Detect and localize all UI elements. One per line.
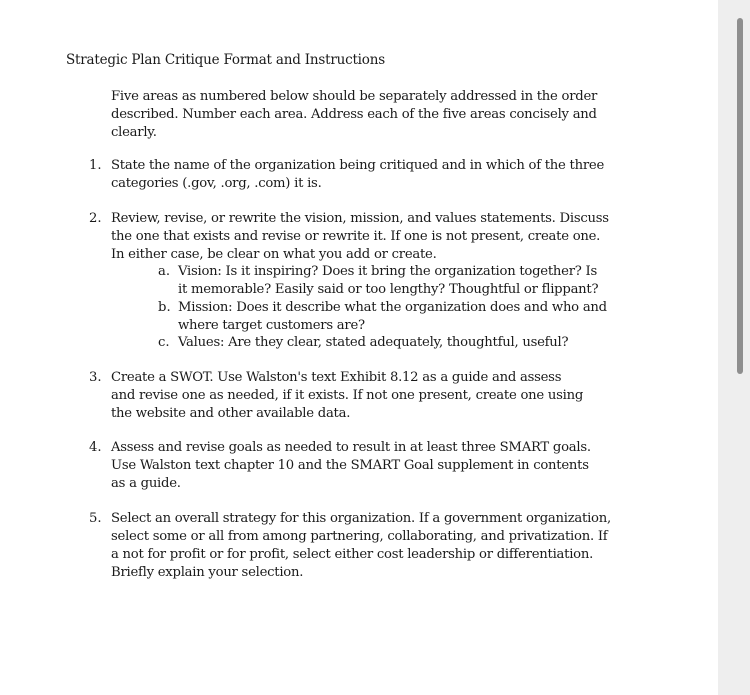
item-text-5: Select an overall strategy for this organization. If a government organization, select some or all from among partnering, collaborating, and privatization. If a not for profit or for profit, select either cost leadership or differentiation. Briefly explain your selection. bbox=[111, 511, 611, 580]
scrollbar-thumb[interactable] bbox=[737, 18, 743, 374]
subitem-letter-a: a. bbox=[158, 264, 171, 279]
document-title: Strategic Plan Critique Format and Instructions bbox=[66, 52, 385, 68]
item-text-2: Review, revise, or rewrite the vision, mission, and values statements. Discuss the one that exists and revise or rewrite it. If one is not present, create one. In either case, be clear on what you add or create. bbox=[111, 211, 609, 262]
item-number-1: 1. bbox=[89, 158, 102, 173]
item-number-5: 5. bbox=[89, 511, 102, 526]
subitem-text-c: Values: Are they clear, stated adequately, thoughtful, useful? bbox=[178, 335, 569, 350]
item-number-3: 3. bbox=[89, 370, 102, 385]
subitem-text-a: Vision: Is it inspiring? Does it bring the organization together? Is it memorable? Easily said or too lengthy? Thoughtful or flippant? bbox=[178, 264, 599, 297]
item-number-2: 2. bbox=[89, 211, 102, 226]
item-text-1: State the name of the organization being critiqued and in which of the three categories (.gov, .org, .com) it is. bbox=[111, 158, 605, 191]
intro-paragraph: Five areas as numbered below should be separately addressed in the order described. Number each area. Address each of the five areas concisely and clearly. bbox=[111, 89, 598, 140]
subitem-text-b: Mission: Does it describe what the organization does and who and where target customers are? bbox=[178, 300, 607, 333]
scrollbar-track[interactable] bbox=[718, 0, 750, 695]
subitem-letter-b: b. bbox=[158, 300, 171, 315]
subitem-letter-c: c. bbox=[158, 335, 170, 350]
item-text-4: Assess and revise goals as needed to result in at least three SMART goals. Use Walston text chapter 10 and the SMART Goal supplement in contents as a guide. bbox=[111, 440, 591, 491]
item-number-4: 4. bbox=[89, 440, 102, 455]
item-text-3: Create a SWOT. Use Walston's text Exhibit 8.12 as a guide and assess and revise one as needed, if it exists. If not one present, create one using the website and other available data. bbox=[111, 370, 584, 421]
